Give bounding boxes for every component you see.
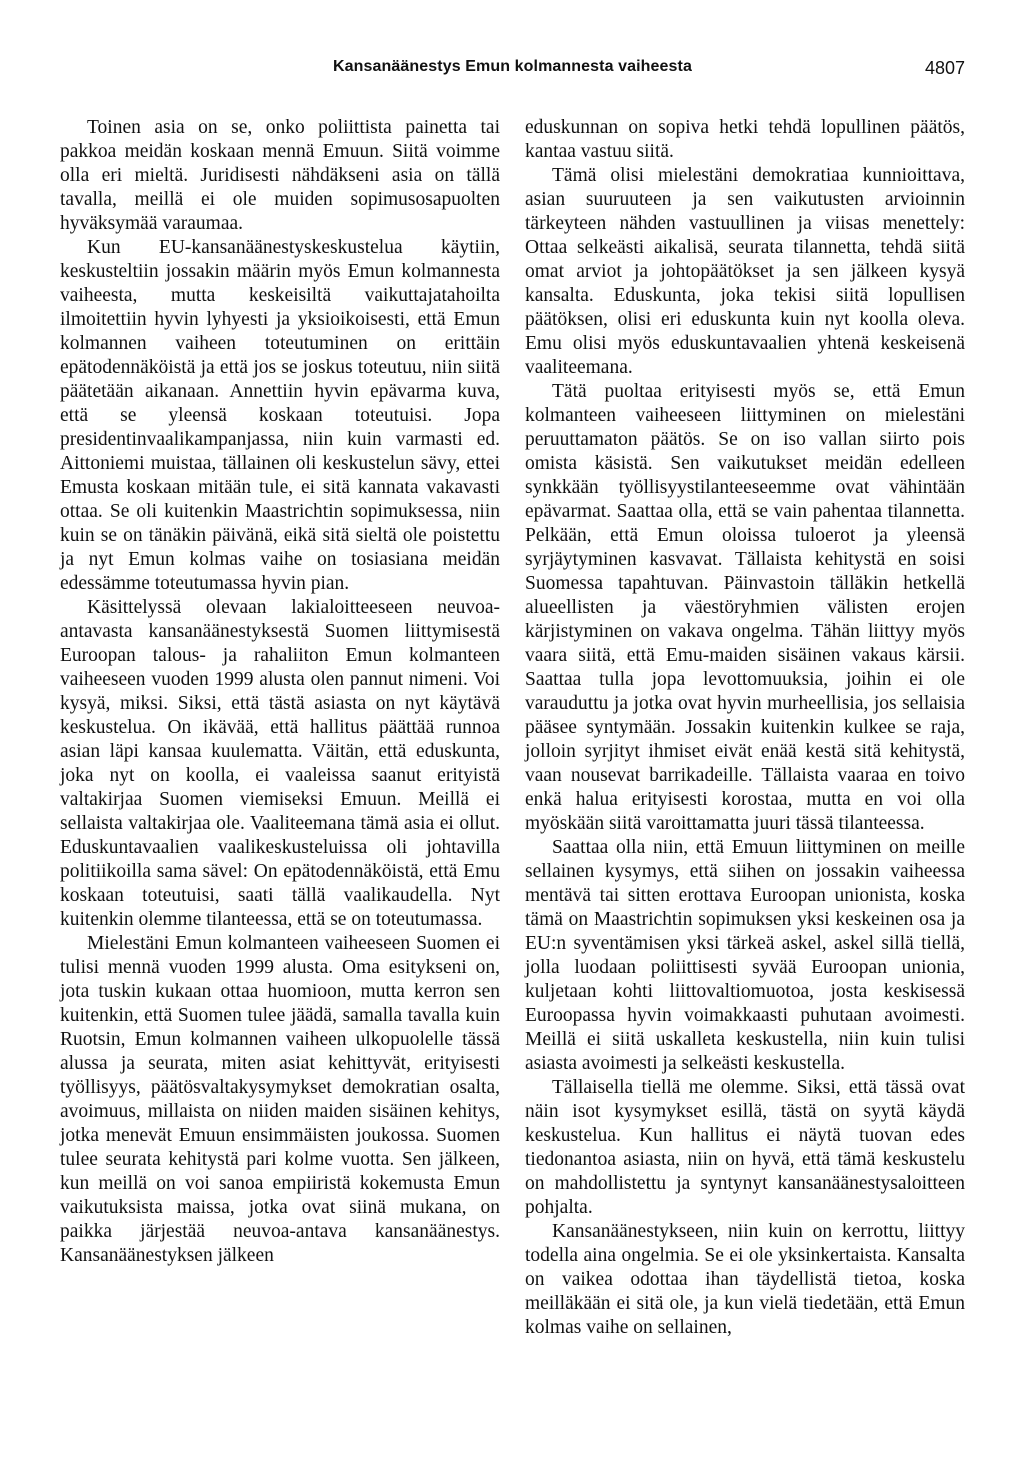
paragraph: Toinen asia on se, onko poliittista painetta tai pakkoa meidän koskaan mennä Emuun. Siitä voimme olla eri mieltä. Juridisesti nähdäkseni asia on tällä tavalla, meillä ei ole muiden sopimusosapuolten hyväksymää varaumaa. bbox=[60, 117, 500, 234]
paragraph: Kansanäänestykseen, niin kuin on kerrottu, liittyy todella aina ongelmia. Se ei ole yksinkertaista. Kansalta on vaikea odottaa ihan täydellistä tietoa, koska meilläkään ei sitä ole, ja kun vielä tiedetään, että Emun kolmas vaihe on sellainen, bbox=[525, 1221, 965, 1338]
paragraph: Käsittelyssä olevaan lakialoitteeseen neuvoa-antavasta kansanäänestyksestä Suomen liittymisestä Euroopan talous- ja rahaliiton Emun kolmanteen vaiheeseen vuoden 1999 alusta olen pannut nimeni. Voi kysyä, miksi. Siksi, että tästä asiasta on nyt käytävä keskustelua. On ikävää, että hallitus päättää runnoa asian läpi kansaa kuulematta. Väitän, että eduskunta, joka nyt on koolla, ei vaaleissa saanut erityistä valtakirjaa Suomen viemiseksi Emuun. Meillä ei sellaista valtakirjaa ole. Vaaliteemana tämä asia ei ollut. Eduskuntavaalien vaalikeskusteluissa oli johtavilla politiikoilla sama sävel: On epätodennäköistä, että Emu koskaan toteutuisi, saati tällä vaalikaudella. Nyt kuitenkin olemme tilanteessa, että se on toteutumassa. bbox=[60, 597, 500, 930]
left-column bbox=[60, 116, 500, 1268]
page-number: 4807 bbox=[924, 58, 965, 78]
paragraph: Mielestäni Emun kolmanteen vaiheeseen Suomen ei tulisi mennä vuoden 1999 alusta. Oma esitykseni on, jota tuskin kukaan ottaa huomioon, mutta kerron sen kuitenkin, että Suomen tulee jäädä, samalla tavalla kuin Ruotsin, Emun kolmannen vaiheen ulkopuolelle tässä alussa ja seurata, miten asiat kehittyvät, erityisesti työllisyys, päätösvaltakysymykset demokratian osalta, avoimuus, millaista on niiden maiden sisäinen kehitys, jotka menevät Emuun ensimmäisten joukossa. Suomen tulee seurata kehitystä pari kolme vuotta. Sen jälkeen, kun meillä on voi sanoa empiiristä kokemusta Emun vaikutuksista maissa, jotka ovat siinä mukana, on paikka järjestää neuvoa-antava kansanäänestys. Kansanäänestyksen jälkeen bbox=[60, 933, 500, 1266]
paragraph: Tätä puoltaa erityisesti myös se, että Emun kolmanteen vaiheeseen liittyminen on mielestäni peruuttamaton päätös. Se on iso vallan siirto pois omista käsistä. Sen vaikutukset meidän edelleen synkkään työllisyystilanteeseemme ovat vähintään epävarmat. Saattaa olla, että se vain pahentaa tilannetta. Pelkään, että Emun oloissa tuloerot ja yleensä syrjäytyminen kasvavat. Tällaista kehitystä en soisi Suomessa tapahtuvan. Päinvastoin tälläkin hetkellä alueellisten ja väestöryhmien välisten erojen kärjistyminen on vakava ongelma. Tähän liittyy myös vaara siitä, että Emu-maiden sisäinen vakaus kärsii. Saattaa tulla jopa levottomuuksia, joihin ei ole varauduttu ja jotka ovat hyvin murheellisia, jos sellaisia pääsee syntymään. Jossakin kuitenkin kulkee se raja, jolloin syrjityt ihmiset eivät enää kestä sitä kehitystä, vaan nousevat barrikadeille. Tällaista vaaraa en toivo enkä halua erityisesti korostaa, mutta en voi olla myöskään siitä varoittamatta juuri tässä tilanteessa. bbox=[525, 381, 965, 834]
running-header bbox=[60, 58, 965, 88]
paragraph: Tämä olisi mielestäni demokratiaa kunnioittava, asian suuruuteen ja sen vaikutusten arvioinnin tärkeyteen nähden vastuullinen ja viisas menettely: Ottaa selkeästi aikalisä, seurata tilannetta, tehdä siitä omat arviot ja johtopäätökset ja sen jälkeen kysyä kansalta. Eduskunta, joka tekisi siitä lopullisen päätöksen, olisi eri eduskunta kuin nyt koolla oleva. Emu olisi myös eduskuntavaalien yhtenä keskeisenä vaaliteemana. bbox=[525, 165, 965, 378]
paragraph: Kun EU-kansanäänestyskeskustelua käytiin, keskusteltiin jossakin määrin myös Emun kolmannesta vaiheesta, mutta keskeisiltä vaikuttajatahoilta ilmoitettiin hyvin lyhyesti ja yksioikoisesti, että Emun kolmannen vaiheen toteutuminen on erittäin epätodennäköistä ja että jos se joskus toteutuu, niin siitä päätetään aikanaan. Annettiin hyvin epävarma kuva, että se yleensä koskaan toteutuisi. Jopa presidentinvaalikampanjassa, niin kuin varmasti ed. Aittoniemi muistaa, tällainen oli keskustelun sävy, ettei Emusta koskaan mitään tule, ei sitä kannata vakavasti ottaa. Se oli kuitenkin Maastrichtin sopimuksessa, niin kuin se on tänäkin päivänä, eikä sitä sieltä ole poistettu ja nyt Emun kolmas vaihe on tosiasiana meidän edessämme toteutumassa hyvin pian. bbox=[60, 237, 500, 594]
paragraph: Tällaisella tiellä me olemme. Siksi, että tässä ovat näin isot kysymykset esillä, tästä on syytä käydä keskustelua. Kun hallitus ei näytä tuovan edes tiedonantoa asiasta, niin on hyvä, että tämä keskustelu on mahdollistettu ja syntynyt kansanäänestysaloitteen pohjalta. bbox=[525, 1077, 965, 1218]
paragraph-continued: eduskunnan on sopiva hetki tehdä lopullinen päätös, kantaa vastuu siitä. bbox=[525, 117, 965, 162]
running-title: Kansanäänestys Emun kolmannesta vaiheesta bbox=[333, 58, 692, 75]
paragraph: Saattaa olla niin, että Emuun liittyminen on meille sellainen kysymys, että siihen on jossakin vaiheessa mentävä tai sitten erottava Euroopan unionista, koska tämä on Maastrichtin sopimuksen yksi keskeinen osa ja EU:n syventämisen yksi tärkeä askel, askel sillä tiellä, jolla luodaan poliittisesti syvää Euroopan unionia, kuljetaan kohti liittovaltiomuotoa, josta keskisessä Euroopassa hyvin voimakkaasti puhutaan avoimesti. Meillä ei siitä uskalleta keskustella, niin kuin tulisi asiasta avoimesti ja selkeästi keskustella. bbox=[525, 837, 965, 1074]
right-column bbox=[525, 116, 965, 1340]
